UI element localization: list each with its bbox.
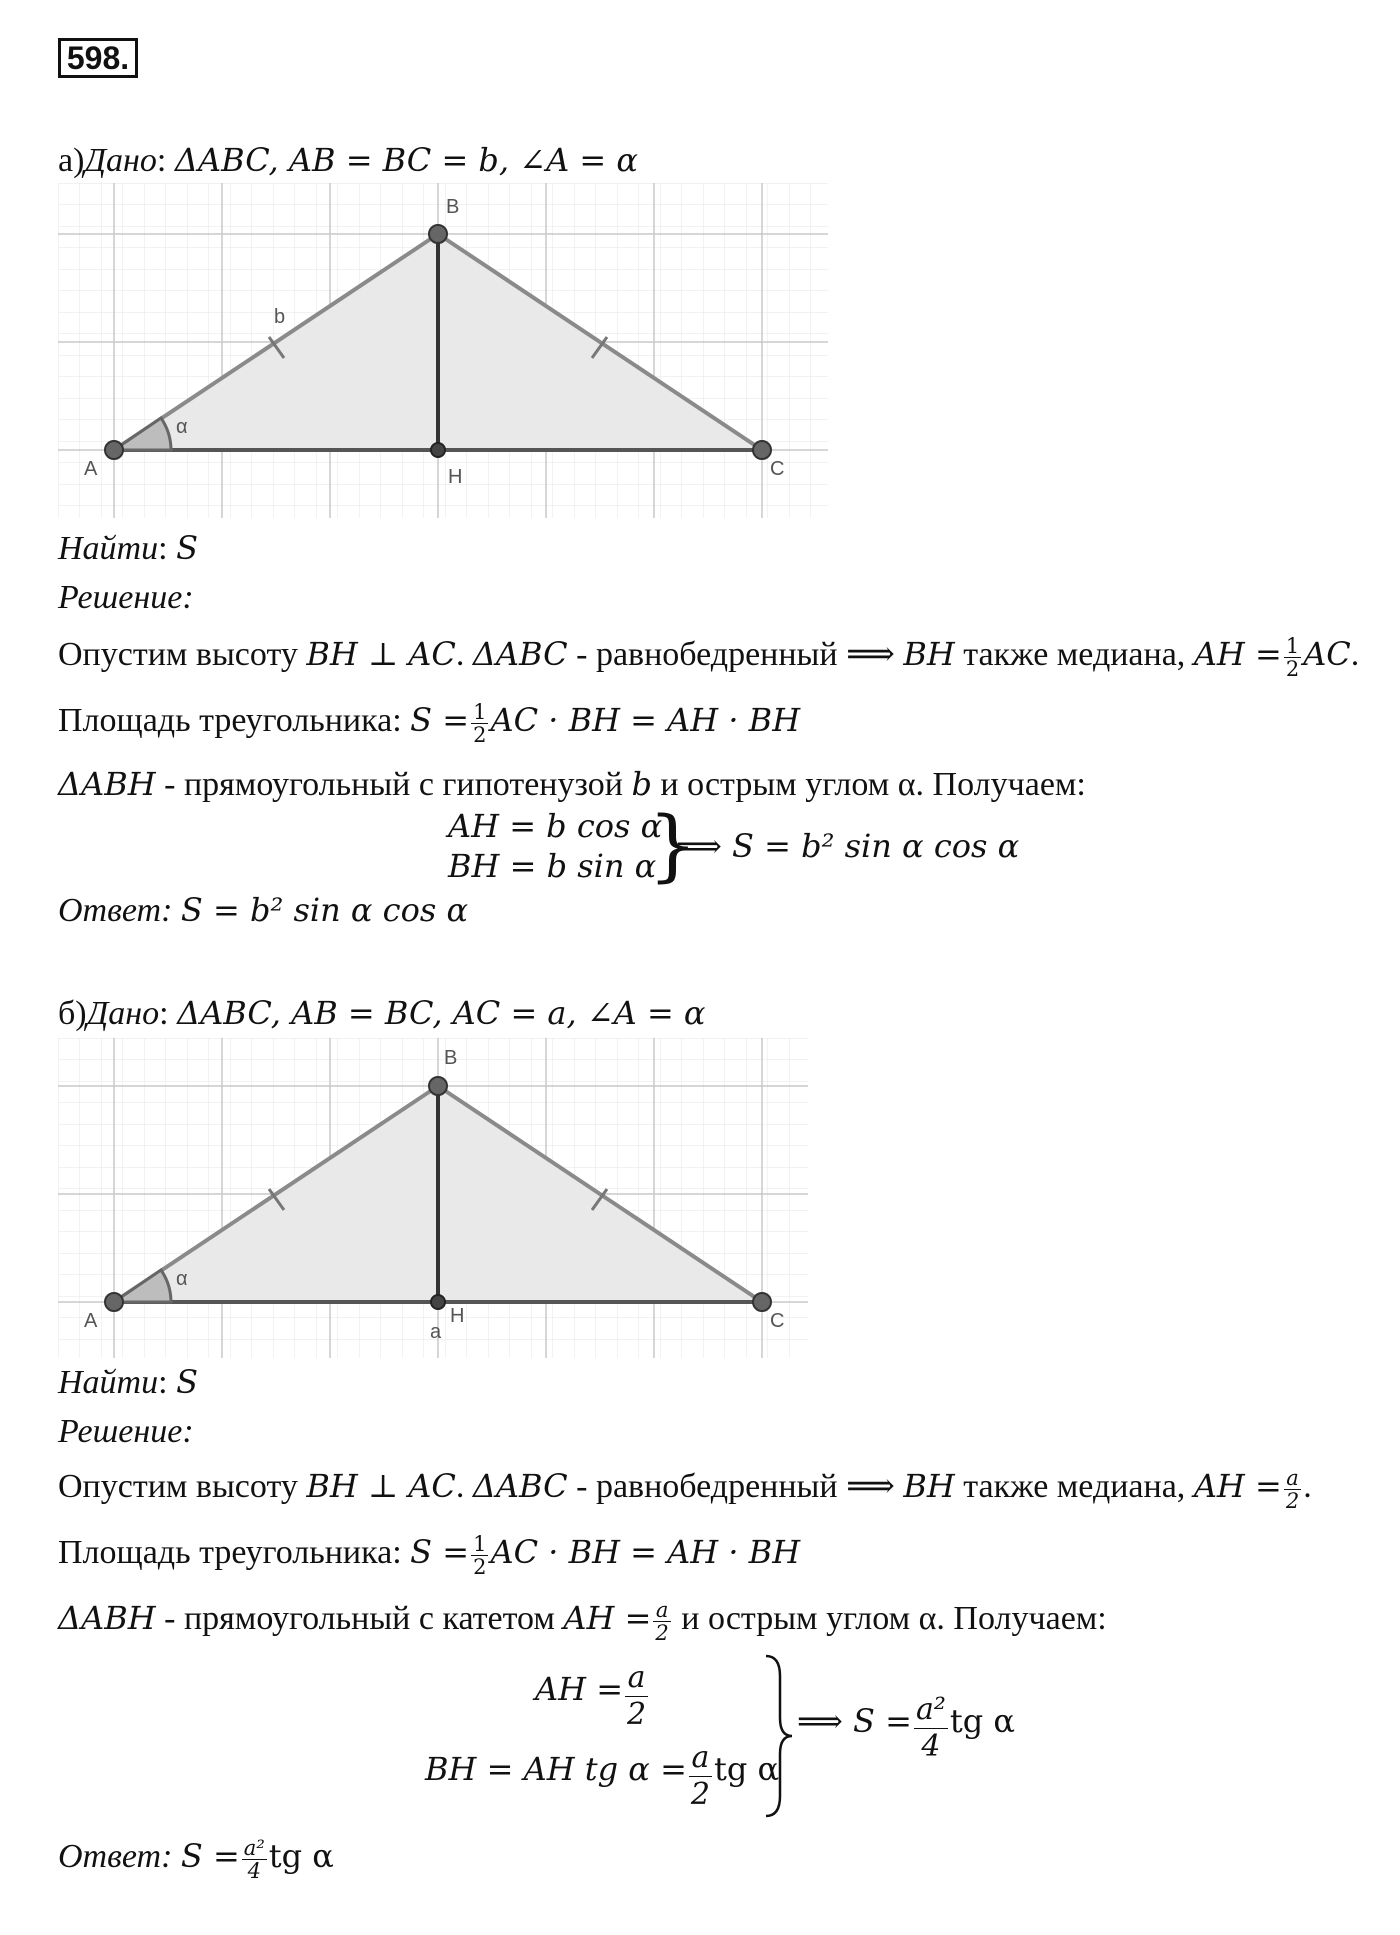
fraction bbox=[471, 1533, 488, 1578]
math: ⟹ S = bbox=[797, 1702, 912, 1741]
answer-value: S = b² sin α cos α bbox=[180, 891, 469, 929]
fraction bbox=[242, 1837, 267, 1882]
find-label: Найти bbox=[58, 530, 159, 567]
part-b-sys-result bbox=[797, 1692, 1015, 1765]
fraction bbox=[625, 1660, 648, 1733]
sys-line2: BH = b sin α bbox=[448, 847, 657, 885]
sys-line1: AH = b cos α bbox=[448, 807, 663, 845]
math: S = bbox=[180, 1837, 240, 1875]
part-b-answer bbox=[58, 1836, 334, 1882]
find-value: S bbox=[176, 1363, 198, 1401]
label-c: C bbox=[770, 1310, 785, 1332]
sys-result: ⟹ S = b² sin α cos α bbox=[676, 827, 1020, 865]
label-a: A bbox=[84, 458, 98, 480]
text: Опустим высоту bbox=[58, 1468, 298, 1505]
math: BH ⊥ AC bbox=[306, 635, 456, 673]
part-a-find: Найти: S bbox=[58, 529, 198, 567]
part-b-given: б)Дано: ΔABC, AB = BC, AC = a, ∠A = α bbox=[58, 994, 706, 1032]
point-a bbox=[105, 1293, 123, 1311]
math: S = bbox=[410, 701, 470, 739]
denominator: 2 bbox=[655, 1620, 669, 1645]
text: Площадь треугольника: bbox=[58, 702, 402, 739]
math: AC · BH = AH · BH bbox=[490, 1533, 801, 1571]
math: S = bbox=[410, 1533, 470, 1571]
point-b bbox=[429, 1077, 447, 1095]
math: AC bbox=[1303, 635, 1351, 673]
part-b-figure bbox=[58, 1038, 808, 1358]
part-a-line3 bbox=[58, 764, 1086, 805]
fraction bbox=[914, 1692, 948, 1765]
part-b-line3 bbox=[58, 1598, 1107, 1644]
part-b-solution-label: Решение: bbox=[58, 1413, 194, 1450]
point-h bbox=[431, 443, 445, 457]
part-a-answer bbox=[58, 890, 468, 931]
math: AC · BH = AH · BH bbox=[490, 701, 801, 739]
denominator: 2 bbox=[473, 722, 487, 747]
numerator: 1 bbox=[473, 699, 487, 724]
numerator: a bbox=[653, 1599, 670, 1622]
point-h bbox=[431, 1295, 445, 1309]
point-c bbox=[753, 441, 771, 459]
text: - равнобедренный ⟹ bbox=[576, 1468, 895, 1505]
denominator: 2 bbox=[690, 1777, 710, 1812]
label-c: C bbox=[770, 458, 785, 480]
label-h: H bbox=[450, 1305, 465, 1327]
label-side: b bbox=[274, 306, 286, 328]
math: AH = bbox=[1193, 635, 1282, 673]
answer-label: Ответ: bbox=[58, 1838, 173, 1875]
part-b-sys-line2 bbox=[425, 1740, 779, 1813]
part-b-area bbox=[58, 1532, 800, 1578]
part-a-line1: Опустим высоту BH ⊥ AC. ΔABC - равнобедренный ⟹ BH также медиана, AH = $\frac{1}{2}$ AC. bbox=[58, 633, 1360, 681]
label-b: B bbox=[444, 1047, 458, 1069]
denominator: 2 bbox=[1285, 1488, 1300, 1513]
math: tg α bbox=[713, 1750, 780, 1789]
solution-label: Решение bbox=[58, 579, 183, 616]
point-c bbox=[753, 1293, 771, 1311]
text: также медиана, bbox=[963, 1468, 1186, 1505]
label-a: A bbox=[84, 1310, 98, 1332]
fraction bbox=[1284, 1467, 1301, 1512]
numerator: a bbox=[1284, 1467, 1301, 1490]
fraction bbox=[653, 1599, 670, 1644]
fraction bbox=[471, 701, 488, 746]
label-angle: α bbox=[176, 416, 188, 438]
math: AH = bbox=[535, 1670, 623, 1709]
text: Опустим высоту bbox=[58, 636, 298, 673]
part-b-find: Найти: S bbox=[58, 1363, 198, 1401]
point-a bbox=[105, 441, 123, 459]
text: - прямоугольный с катетом bbox=[164, 1600, 555, 1637]
math: AH = bbox=[1193, 1467, 1282, 1505]
brace bbox=[762, 1652, 794, 1820]
label-angle: α bbox=[176, 1268, 188, 1290]
given-text: ΔABC, AB = BC, AC = a, ∠A = α bbox=[177, 994, 706, 1032]
text: также медиана, bbox=[963, 636, 1186, 673]
math: ΔABH bbox=[58, 765, 156, 803]
text: и острым углом α. Получаем: bbox=[681, 1600, 1107, 1637]
denominator: 2 bbox=[627, 1697, 647, 1732]
label-h: H bbox=[448, 466, 463, 488]
point-b bbox=[429, 225, 447, 243]
find-label: Найти bbox=[58, 1364, 159, 1401]
numerator: a bbox=[689, 1740, 712, 1777]
part-a-given: а)Дано: ΔABC, AB = BC = b, ∠A = α bbox=[58, 141, 638, 179]
given-label: Дано bbox=[84, 142, 157, 179]
math: AH = bbox=[563, 1599, 652, 1637]
part-a-solution-label: Решение: bbox=[58, 579, 194, 616]
math: BH ⊥ AC bbox=[306, 1467, 456, 1505]
numerator: a² bbox=[915, 1692, 946, 1727]
fraction bbox=[689, 1740, 712, 1813]
text: - прямоугольный с гипотенузой bbox=[164, 766, 623, 803]
denominator: 4 bbox=[247, 1858, 261, 1883]
text: - равнобедренный ⟹ bbox=[576, 636, 895, 673]
part-b-line1: Опустим высоту BH ⊥ AC. ΔABC - равнобедренный ⟹ BH также медиана, AH = $\frac{a}{2}$ . bbox=[58, 1465, 1312, 1513]
numerator: a bbox=[625, 1660, 648, 1697]
label-b: B bbox=[446, 196, 460, 218]
part-a-figure bbox=[58, 183, 828, 518]
math: tg α bbox=[268, 1837, 334, 1875]
label-side: a bbox=[430, 1321, 442, 1343]
part-a-system bbox=[448, 806, 663, 886]
given-text: ΔABC, AB = BC = b, ∠A = α bbox=[174, 141, 638, 179]
text: и острым углом α. Получаем: bbox=[660, 766, 1086, 803]
part-a-label: а) bbox=[58, 142, 85, 179]
answer-label: Ответ: bbox=[58, 892, 173, 929]
math: ΔABH bbox=[58, 1599, 156, 1637]
math: tg α bbox=[949, 1702, 1015, 1741]
denominator: 2 bbox=[1285, 656, 1300, 681]
math: BH bbox=[903, 635, 955, 673]
part-b-label: б) bbox=[58, 995, 87, 1032]
solution-label: Решение bbox=[58, 1413, 183, 1450]
given-label: Дано bbox=[86, 995, 160, 1032]
math: BH bbox=[903, 1467, 955, 1505]
part-b-sys-line1 bbox=[535, 1660, 650, 1733]
find-value: S bbox=[176, 529, 198, 567]
text: Площадь треугольника: bbox=[58, 1534, 402, 1571]
fraction bbox=[1284, 635, 1301, 680]
problem-number: 598. bbox=[58, 38, 138, 78]
denominator: 2 bbox=[473, 1554, 487, 1579]
numerator: a² bbox=[243, 1835, 265, 1860]
math: ΔABC bbox=[472, 1467, 568, 1505]
math: ΔABC bbox=[472, 635, 568, 673]
denominator: 4 bbox=[921, 1729, 941, 1764]
brace: } bbox=[648, 801, 698, 891]
math: b bbox=[631, 765, 652, 803]
numerator: 1 bbox=[1285, 633, 1300, 658]
numerator: 1 bbox=[473, 1531, 487, 1556]
math: BH = AH tg α = bbox=[425, 1750, 687, 1789]
part-a-area bbox=[58, 700, 800, 746]
